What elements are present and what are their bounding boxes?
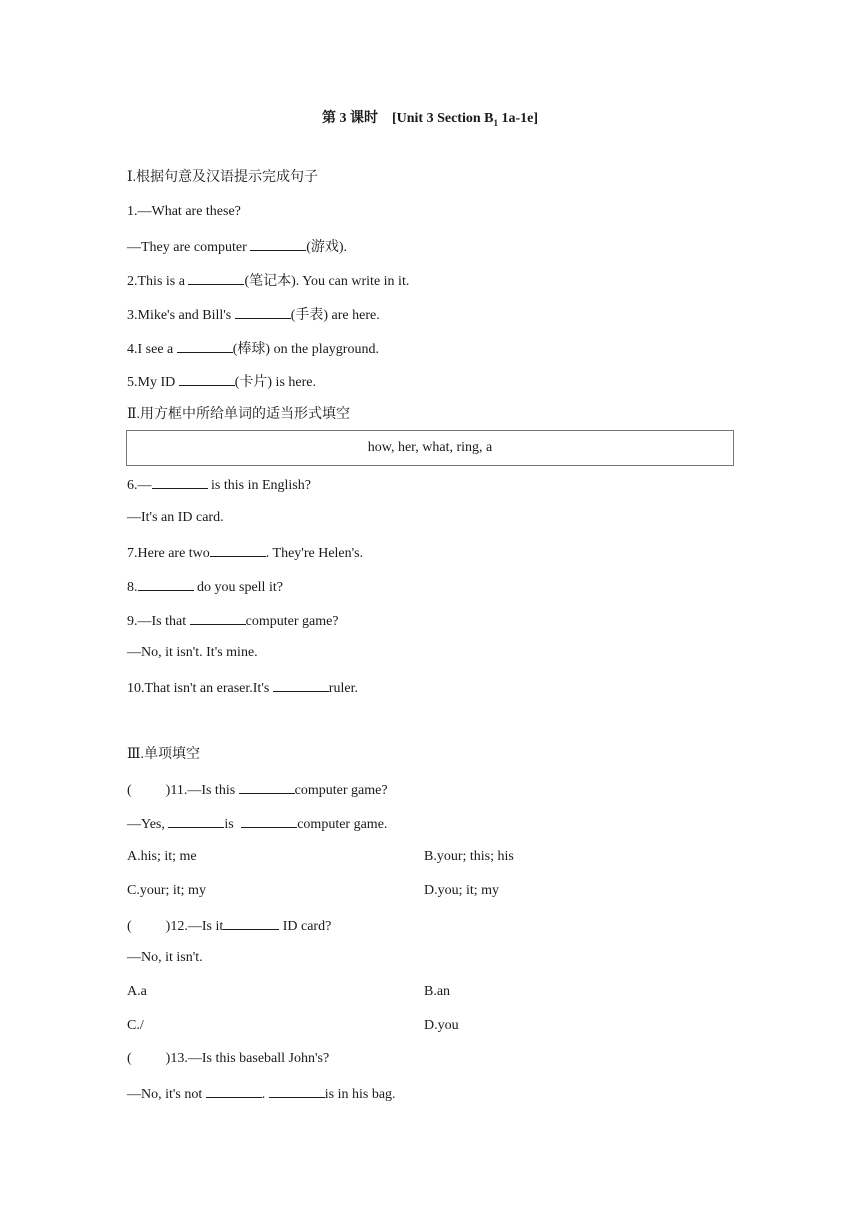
answer-blank[interactable] [152, 475, 208, 489]
q2-text: 2.This is a [127, 274, 189, 289]
q13-answer-text: —No, it's not [127, 1087, 206, 1102]
word-box: how, her, what, ring, a [126, 430, 734, 466]
q8-text: 8. [127, 580, 138, 595]
q9-line [127, 611, 339, 631]
section1-heading: Ⅰ.根据句意及汉语提示完成句子 [127, 170, 319, 185]
q13-answer-line [127, 1084, 396, 1104]
answer-blank[interactable] [223, 916, 279, 930]
q6-answer-text: —It's an ID card. [127, 510, 224, 525]
q7-text: 7.Here are two [127, 546, 210, 561]
q1-answer-text: —They are computer [127, 240, 251, 255]
q10-line [127, 678, 358, 698]
answer-blank[interactable] [179, 372, 235, 386]
answer-blank[interactable] [168, 814, 224, 828]
q12-rest: ID card? [279, 919, 332, 934]
answer-blank[interactable] [250, 237, 306, 251]
q9-text: 9.—Is that [127, 614, 190, 629]
q8-rest: do you spell it? [193, 580, 283, 595]
answer-paren-open: ( [127, 1051, 132, 1066]
q3-line [127, 305, 380, 325]
q11-answer-text: —Yes, [127, 817, 169, 832]
q1-text: 1.—What are these? [127, 204, 241, 219]
q11-option-b[interactable]: B.your; this; his [424, 849, 514, 864]
page-title [0, 107, 860, 128]
answer-blank[interactable] [241, 814, 297, 828]
section3-heading: Ⅲ.单项填空 [127, 747, 201, 762]
q4-line [127, 339, 379, 359]
q13-answer-rest: is in his bag. [324, 1087, 396, 1102]
q6-text: 6.— [127, 478, 152, 493]
q11-answer-line [127, 814, 387, 834]
q13-line [127, 1050, 329, 1068]
answer-paren-open: ( [127, 919, 132, 934]
unit-range: 1a-1e] [497, 111, 539, 126]
answer-blank[interactable] [206, 1084, 262, 1098]
lesson-number: 第 3 课时 [321, 111, 378, 126]
answer-blank[interactable] [138, 577, 194, 591]
q9-answer-line [127, 644, 258, 662]
q7-line [127, 543, 363, 563]
q6-line [127, 475, 311, 495]
q2-hint: (笔记本). You can write in it. [244, 274, 410, 289]
q11-text: )11.—Is this [165, 783, 239, 798]
q12-option-c[interactable]: C./ [127, 1018, 144, 1033]
q8-line [127, 577, 283, 597]
q9-rest: computer game? [245, 614, 339, 629]
q11-answer-rest: computer game. [297, 817, 388, 832]
q11-option-a[interactable]: A.his; it; me [127, 849, 197, 864]
q3-text: 3.Mike's and Bill's [127, 308, 235, 323]
q3-hint: (手表) are here. [290, 308, 380, 323]
q11-line [127, 780, 388, 800]
q5-text: 5.My ID [127, 375, 179, 390]
q12-line [127, 916, 331, 936]
q12-option-a[interactable]: A.a [127, 984, 147, 999]
q12-answer-line [127, 949, 203, 967]
q11-option-c[interactable]: C.your; it; my [127, 883, 206, 898]
q10-rest: ruler. [328, 681, 358, 696]
q12-answer-text: —No, it isn't. [127, 950, 203, 965]
answer-blank[interactable] [239, 780, 295, 794]
answer-blank[interactable] [273, 678, 329, 692]
q12-option-b[interactable]: B.an [424, 984, 451, 999]
q1-hint: (游戏). [306, 240, 348, 255]
section-subscript: 1 [493, 117, 498, 128]
answer-blank[interactable] [190, 611, 246, 625]
q12-option-d[interactable]: D.you [424, 1018, 459, 1033]
q13-answer-mid: . [261, 1087, 269, 1102]
q2-line [127, 271, 409, 291]
q5-hint: (卡片) is here. [234, 375, 316, 390]
q1-answer-line [127, 237, 347, 257]
q6-rest: is this in English? [207, 478, 311, 493]
q11-option-d[interactable]: D.you; it; my [424, 883, 500, 898]
q5-line [127, 372, 316, 392]
q11-rest: computer game? [294, 783, 388, 798]
q1-line [127, 203, 241, 221]
answer-blank[interactable] [269, 1084, 325, 1098]
q4-hint: (棒球) on the playground. [232, 342, 379, 357]
q6-answer-line [127, 509, 224, 527]
q7-rest: . They're Helen's. [265, 546, 364, 561]
unit-section: [Unit 3 Section B [391, 111, 494, 126]
q4-text: 4.I see a [127, 342, 177, 357]
section2-heading: Ⅱ.用方框中所给单词的适当形式填空 [127, 407, 351, 422]
answer-blank[interactable] [188, 271, 244, 285]
answer-blank[interactable] [235, 305, 291, 319]
q13-text: )13.—Is this baseball John's? [165, 1051, 330, 1066]
q10-text: 10.That isn't an eraser.It's [127, 681, 273, 696]
answer-blank[interactable] [210, 543, 266, 557]
q11-answer-mid: is [224, 817, 238, 832]
answer-blank[interactable] [177, 339, 233, 353]
answer-paren-open: ( [127, 783, 132, 798]
q12-text: )12.—Is it [165, 919, 224, 934]
q9-answer-text: —No, it isn't. It's mine. [127, 645, 258, 660]
